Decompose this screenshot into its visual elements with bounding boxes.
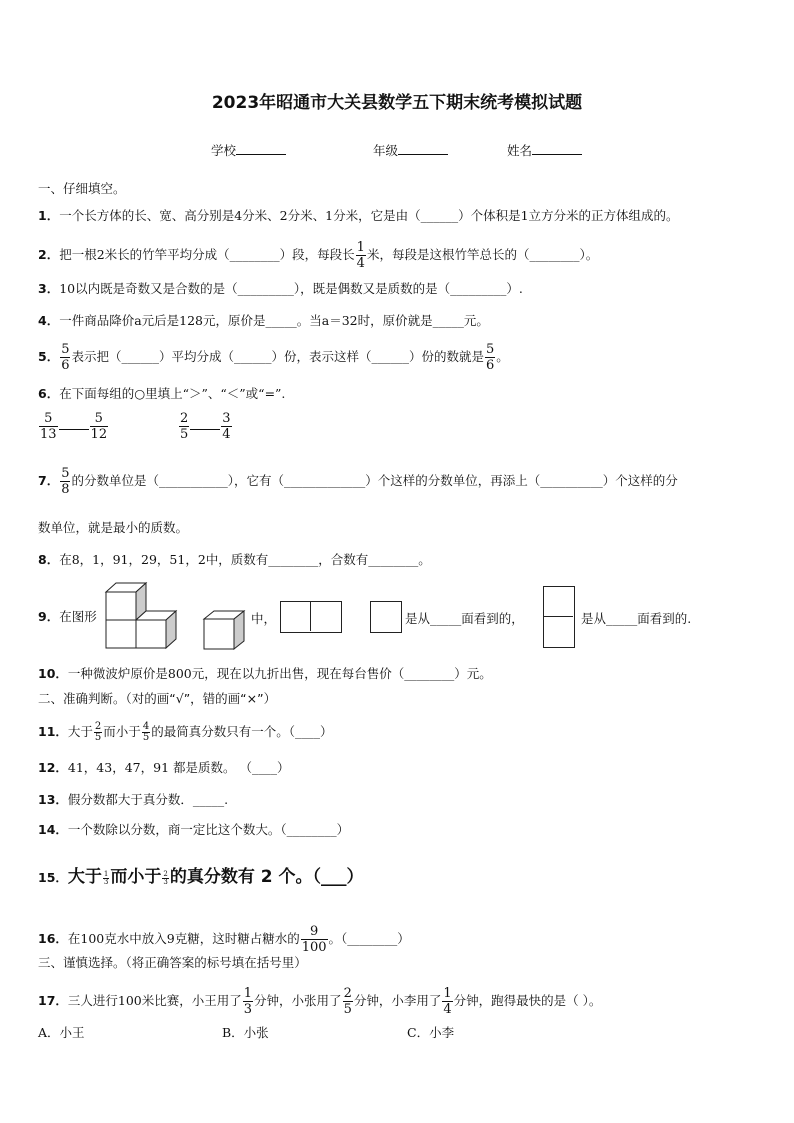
question-text: 的真分数有 2 个。（___） [169,867,364,887]
question-text: 大于 [67,724,93,739]
fraction [485,342,495,373]
question-9-text-b: 中， [251,611,277,626]
denominator: 5 [94,732,102,743]
fraction [162,871,168,886]
denominator: 3 [163,878,168,886]
numerator: 2 [343,986,352,1001]
denominator: 6 [61,358,70,373]
question-number: 6． [38,386,60,401]
question-number: 7． [38,473,60,488]
question-number: 13． [38,792,68,807]
page-title: 2023年昭通市大关县数学五下期末统考模拟试题 [211,93,583,113]
question-8 [38,552,431,568]
denominator: 5 [343,1002,352,1017]
fraction [60,466,70,497]
question-number: 8． [38,552,60,567]
fraction [221,411,231,442]
numerator: 1 [243,986,253,1001]
fraction [94,722,102,743]
numerator: 3 [222,411,231,426]
question-text: 分钟，小张用了 [254,993,342,1008]
question-7-cont: 数单位，就是最小的质数。 [38,520,189,535]
question-17 [38,986,601,1017]
question-text: 分钟，跑得最快的是（ ）。 [453,993,602,1008]
question-text: 在下面每组的○里填上“＞”、“＜”或“=”. [59,386,286,401]
question-16 [38,924,410,955]
question-number: 5． [38,349,60,364]
numerator: 1 [103,870,109,878]
numerator: 2 [94,721,102,732]
numerator: 5 [61,466,70,481]
question-number: 14． [38,822,68,837]
question-9 [38,609,97,625]
question-text: 在8，1，91，29，51，2中，质数有________，合数有________。 [59,552,431,567]
denominator: 4 [443,1002,452,1017]
question-text: 。（________） [328,931,410,946]
question-9-text-c: 是从_____面看到的， [405,611,524,626]
question-number: 15． [38,870,68,885]
question-number: 1． [38,208,60,223]
compare-blank[interactable] [190,421,220,430]
fraction [142,722,150,743]
denominator: 4 [356,256,365,271]
denominator: 3 [243,1002,253,1017]
denominator: 5 [180,427,189,442]
option-a[interactable]: A．小王 [38,1025,85,1040]
question-text: 一个数除以分数，商一定比这个数大。（________） [67,822,350,837]
question-text: 10以内既是奇数又是合数的是（_________），既是偶数又是质数的是（_________）. [59,281,523,296]
single-cube-figure [202,609,248,651]
school-blank[interactable] [236,142,286,155]
grade-label: 年级 [373,143,399,158]
numerator: 4 [142,721,150,732]
denominator: 8 [61,482,70,497]
compare-blank[interactable] [59,421,89,430]
denominator: 6 [486,358,495,373]
question-number: 17． [38,993,68,1008]
question-text: 在100克水中放入9克糖，这时糖占糖水的 [67,931,300,946]
question-6 [38,386,285,402]
fraction [442,986,452,1017]
question-3 [38,281,523,297]
fraction [243,986,253,1017]
question-text: 把一根2米长的竹竿平均分成（________）段，每段长 [59,247,355,262]
question-10 [38,666,492,682]
question-text: 分钟，小李用了 [353,993,442,1008]
question-1 [38,208,679,224]
numerator: 5 [61,342,70,357]
numerator: 9 [301,924,328,940]
question-number: 4． [38,313,60,328]
section-heading-3: 三、谨慎选择。（将正确答案的标号填在括号里） [38,955,307,970]
question-5 [38,342,509,373]
numerator: 2 [163,870,168,878]
compare-pair-2 [178,411,233,442]
question-text: 的最简真分数只有一个。（____） [151,724,333,739]
question-13 [38,792,228,808]
compare-pair-1 [38,411,109,442]
numerator: 1 [356,240,365,255]
numerator: 5 [39,411,58,427]
view-divider [310,601,311,631]
question-text: 大于 [67,867,102,887]
fraction [39,411,58,442]
question-text: 而小于 [110,867,162,887]
view-one-square-figure [370,601,402,633]
name-label: 姓名 [507,143,533,158]
fraction [301,924,328,955]
question-text: 三人进行100米比赛，小王用了 [67,993,242,1008]
name-blank[interactable] [532,142,582,155]
question-text: 在图形 [59,609,97,624]
question-text: 一个长方体的长、宽、高分别是4分米、2分米、1分米，它是由（______）个体积是1立方分米的正方体组成的。 [59,208,679,223]
question-15 [38,869,364,886]
section-heading-2: 二、准确判断。（对的画“√”，错的画“×”） [38,691,277,706]
question-text: 而小于 [103,724,141,739]
fraction [179,411,189,442]
fraction [356,240,366,271]
option-c[interactable]: C．小李 [407,1025,455,1040]
school-label: 学校 [211,143,237,158]
question-number: 10． [38,666,68,681]
question-text: 表示把（______）平均分成（______）份，表示这样（______）份的数就是 [71,349,484,364]
numerator: 5 [486,342,495,357]
question-text: 一种微波炉原价是800元，现在以九折出售，现在每台售价（________）元。 [67,666,492,681]
question-number: 11． [38,724,68,739]
question-text: 41，43，47，91 都是质数。 （____） [67,760,290,775]
grade-field [373,141,448,159]
cube-stack-figure [102,580,182,650]
view-stacked-squares-figure [543,586,575,648]
denominator: 5 [142,732,150,743]
fraction [60,342,70,373]
numerator: 5 [90,411,109,427]
numerator: 1 [443,986,452,1001]
question-number: 2． [38,247,60,262]
question-number: 3． [38,281,60,296]
option-b[interactable]: B．小张 [222,1025,269,1040]
grade-blank[interactable] [398,142,448,155]
denominator: 4 [222,427,231,442]
section-heading-1: 一、仔细填空。 [38,181,126,196]
question-text: 假分数都大于真分数．_____. [67,792,229,807]
name-field [507,141,582,159]
denominator: 12 [90,427,108,442]
view-divider [543,616,573,617]
question-9-text-d: 是从_____面看到的. [581,611,692,626]
question-11 [38,722,332,743]
fraction [343,986,353,1017]
question-14 [38,822,349,838]
question-number: 12． [38,760,68,775]
question-text: 一件商品降价a元后是128元，原价是_____。当a＝32时，原价就是_____元。 [59,313,489,328]
denominator: 3 [103,878,109,886]
question-number: 16． [38,931,68,946]
question-12 [38,760,289,776]
question-text: 米，每段是这根竹竿总长的（________）。 [366,247,599,262]
fraction [90,411,109,442]
question-text: 的分数单位是（___________），它有（_____________）个这样的分数单位，再添上（__________）个这样的分 [71,473,678,488]
denominator: 100 [301,940,327,955]
question-7 [38,466,678,497]
school-field [211,141,286,159]
numerator: 2 [180,411,189,426]
view-two-squares-figure [280,601,342,633]
denominator: 13 [40,427,57,442]
question-2 [38,240,598,271]
question-number: 9． [38,609,60,624]
question-text: 。 [496,349,509,364]
question-4 [38,313,489,329]
fraction [103,871,109,886]
